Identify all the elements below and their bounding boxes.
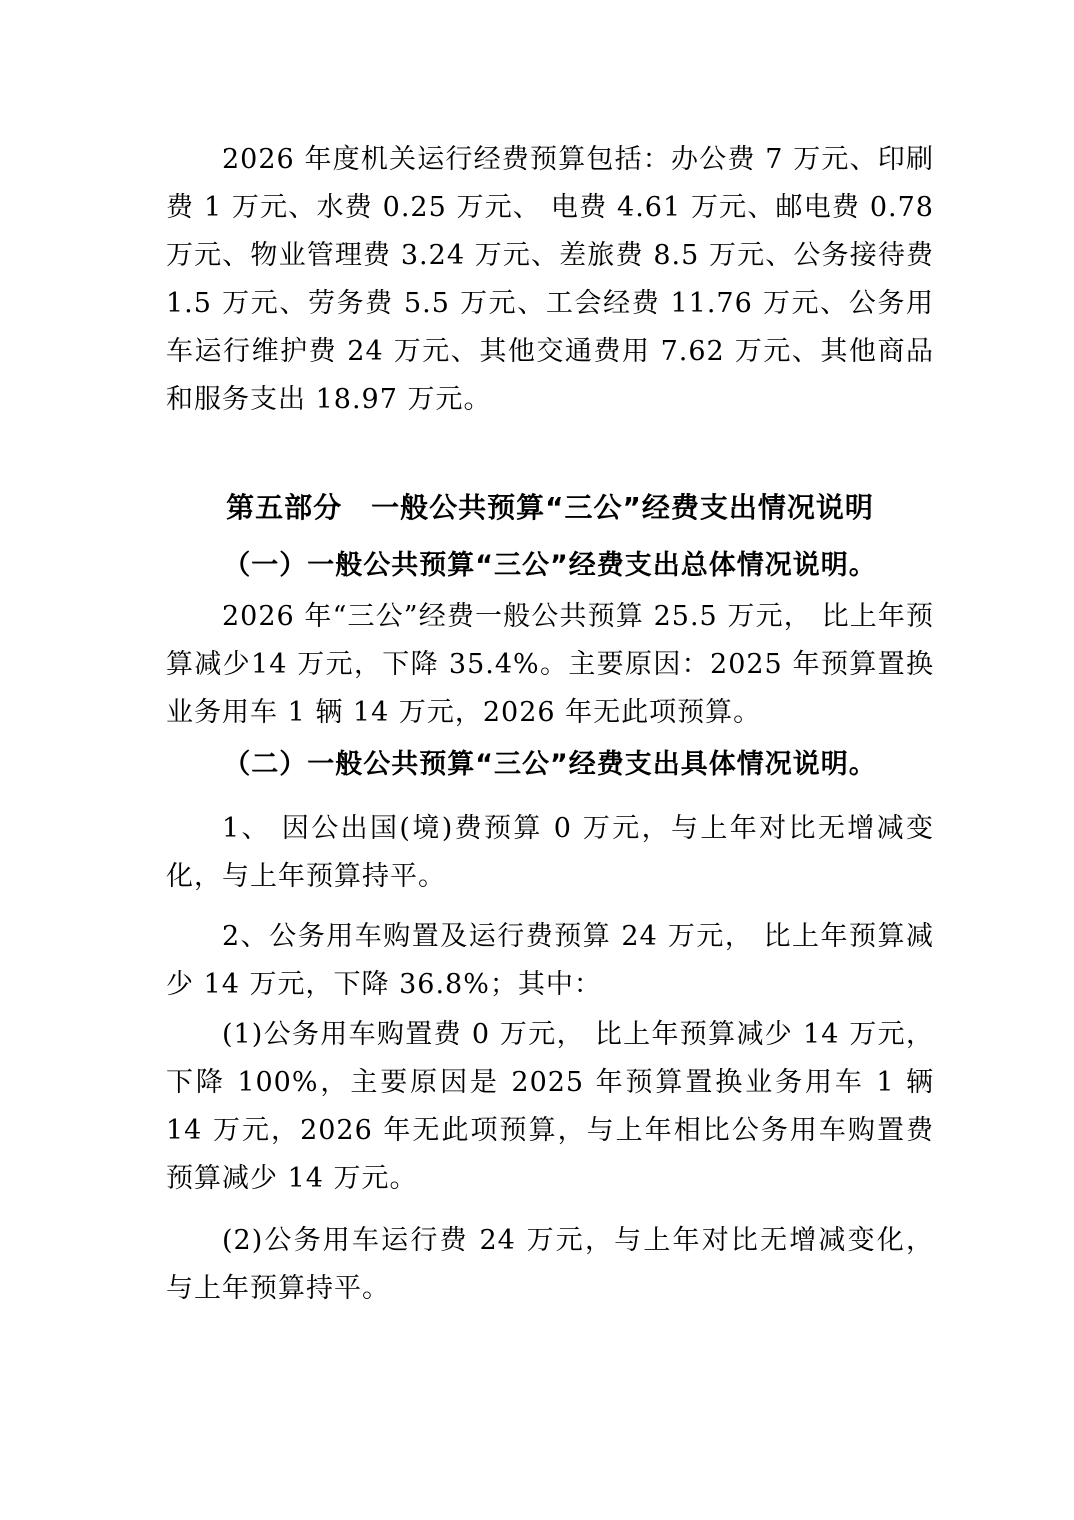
subsection-1-title: （一）一般公共预算“三公”经费支出总体情况说明。 — [223, 550, 877, 581]
item-2-1-vehicle-purchase: (1)公务用车购置费 0 万元， 比上年预算减少 14 万元，下降 100%，主要原因是 2025 年预算置换业务用车 1 辆 14 万元，2026 年无此项预算，与上年相比公务用车购置费预算减少 14 万元。 — [166, 1019, 934, 1194]
item-2-2-vehicle-operation: (2)公务用车运行费 24 万元，与上年对比无增减变化，与上年预算持平。 — [166, 1225, 934, 1304]
subsection-1-text: 2026 年“三公”经费一般公共预算 25.5 万元， 比上年预算减少14 万元，下降 35.4%。主要原因：2025 年预算置换业务用车 1 辆 14 万元，2026 年无此项预算。 — [166, 601, 934, 728]
item-1-overseas-travel: 1、 因公出国(境)费预算 0 万元，与上年对比无增减变化，与上年预算持平。 — [166, 813, 934, 892]
section-title: 第五部分 一般公共预算“三公”经费支出情况说明 — [226, 491, 874, 524]
subsection-2-title: （二）一般公共预算“三公”经费支出具体情况说明。 — [223, 749, 877, 780]
item-2-vehicle-costs: 2、公务用车购置及运行费预算 24 万元， 比上年预算减少 14 万元，下降 36.8%；其中： — [166, 921, 934, 1000]
operating-costs-paragraph: 2026 年度机关运行经费预算包括：办公费 7 万元、印刷费 1 万元、水费 0.25 万元、 电费 4.61 万元、邮电费 0.78万元、物业管理费 3.24 万元、差旅费 8.5 万元、公务接待费 1.5 万元、劳务费 5.5 万元、工会经费 11.76 万元、公务用车运行维护费 24 万元、其他交通费用 7.62 万元、其他商品和服务支出 18.97 万元。 — [166, 144, 934, 415]
